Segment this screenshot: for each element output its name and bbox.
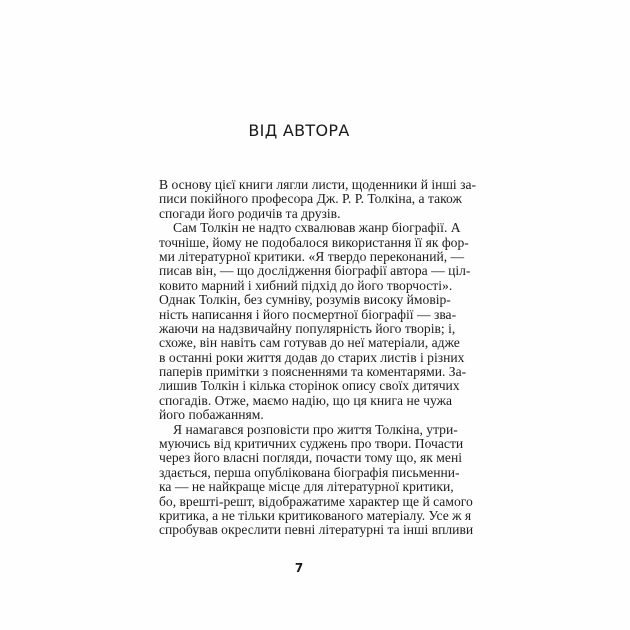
text-line: муючись від критичних суджень про твори. Почасти — [159, 436, 464, 452]
text-line: спогадів. Отже, маємо надію, що ця книга не чужа — [159, 392, 453, 408]
text-line: паперів примітки з поясненнями та коментарями. За- — [159, 364, 467, 380]
text-line: Сам Толкін не надто схвалював жанр біографії. А — [173, 220, 461, 236]
text-line: критика, а не тільки критикованого матеріалу. Усе ж я — [159, 507, 472, 523]
text-line: точніше, йому не подобалося використання її як фор- — [159, 234, 469, 250]
text-line: ність написання і його посмертної біографії — зва- — [159, 306, 457, 322]
text-line: лишив Толкін і кілька сторінок опису своїх дитячих — [159, 378, 460, 394]
text-line: спробував окреслити певні літературні та інші впливи — [159, 522, 474, 538]
text-line: писав він, — що дослідження біографії автора — ціл- — [159, 263, 471, 279]
text-line: схоже, він навіть сам готував до неї матеріали, адже — [159, 335, 460, 351]
text-line: жаючи на надзвичайну популярність його творів; і, — [159, 320, 456, 336]
text-line: його побажанням. — [159, 407, 264, 423]
chapter-title: ВІД АВТОРА — [248, 121, 350, 140]
text-line: спогади його родичів та друзів. — [159, 205, 341, 221]
text-line: ми літературної критики. «Я твердо переконаний, — — [159, 248, 465, 264]
text-line: в останні роки життя додав до старих листів і різних — [159, 349, 465, 365]
body-text — [159, 177, 477, 538]
text-line: Однак Толкін, без сумніву, розумів високу ймовір- — [159, 292, 451, 308]
text-line: здається, перша опублікована біографія письменни- — [159, 464, 460, 480]
page-number: 7 — [294, 561, 304, 575]
text-line: писи покійного професора Дж. Р. Р. Толкіна, а також — [159, 191, 462, 207]
text-line: ковито марний і хибний підхід до його творчості». — [159, 277, 453, 293]
text-line: ка — не найкраще місце для літературної критики, — [159, 479, 454, 495]
text-line: бо, врешті-решт, відображатиме характер ще й самого — [159, 493, 473, 509]
text-line: Я намагався розповісти про життя Толкіна, утри- — [173, 421, 458, 437]
text-line: В основу цієї книги лягли листи, щоденники й інші за- — [159, 177, 477, 192]
text-line: через його власні погляди, почасти тому що, як мені — [159, 450, 462, 466]
